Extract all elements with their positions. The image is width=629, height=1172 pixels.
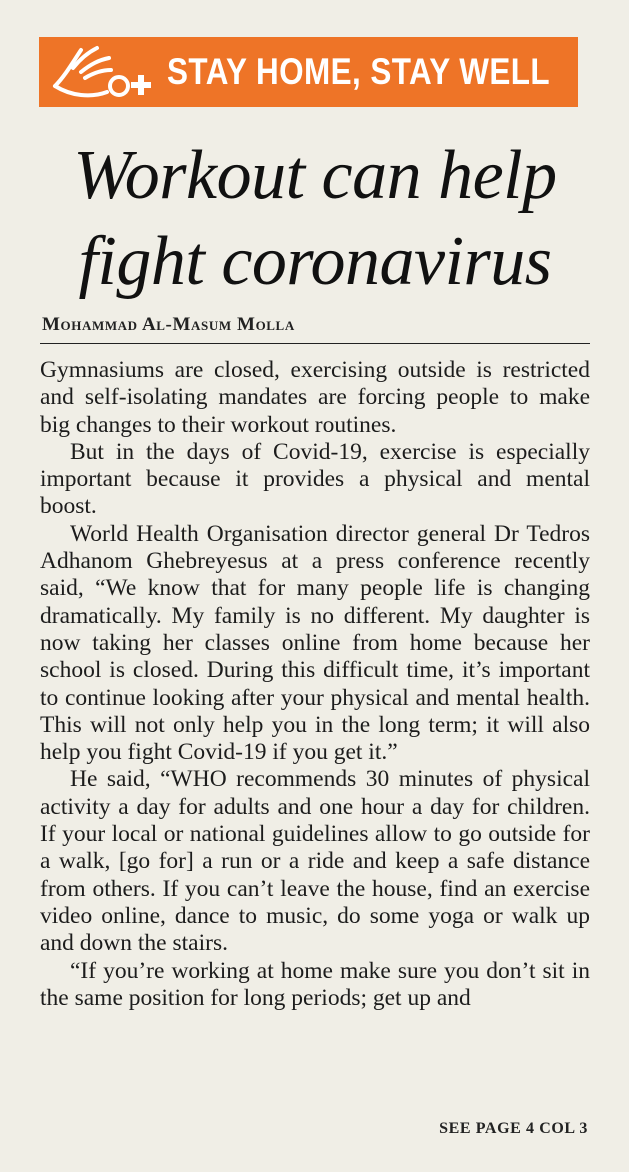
byline: Mohammad Al-Masum Molla	[42, 314, 295, 335]
article-paragraph: But in the days of Covid-19, exercise is especially important because it provides a physical and mental boost.	[40, 438, 590, 520]
section-banner	[39, 37, 578, 107]
headline: Workout can help fight coronavirus	[73, 137, 557, 300]
article-body	[40, 357, 590, 1012]
article-paragraph: “If you’re working at home make sure you don’t sit in the same position for long periods; get up and	[40, 957, 590, 1011]
article-paragraph: Gymnasiums are closed, exercising outside is restricted and self-isolating mandates are forcing people to make big changes to their workout routines.	[40, 357, 590, 438]
hand-ok-plus-icon	[51, 42, 155, 102]
article-paragraph: World Health Organisation director general Dr Tedros Adhanom Ghebreyesus at a press conference recently said, “We know that for many people life is changing dramatically. My family is no different. My daughter is now taking her classes online from home because her school is closed. During this difficult time, it’s important to continue looking after your physical and mental health. This will not only help you in the long term; it will also help you fight Covid-19 if you get it.”	[40, 520, 590, 766]
continuation-note: SEE PAGE 4 COL 3	[439, 1120, 588, 1137]
article-paragraph: He said, “WHO recommends 30 minutes of physical activity a day for adults and one hour a day for children. If your local or national guidelines allow to go outside for a walk, [go for] a run or a ride and keep a safe distance from others. If you can’t leave the house, find an exercise video online, dance to music, do some yoga or walk up and down the stairs.	[40, 766, 590, 957]
banner-label: STAY HOME, STAY WELL	[167, 51, 551, 92]
byline-divider	[40, 343, 590, 344]
